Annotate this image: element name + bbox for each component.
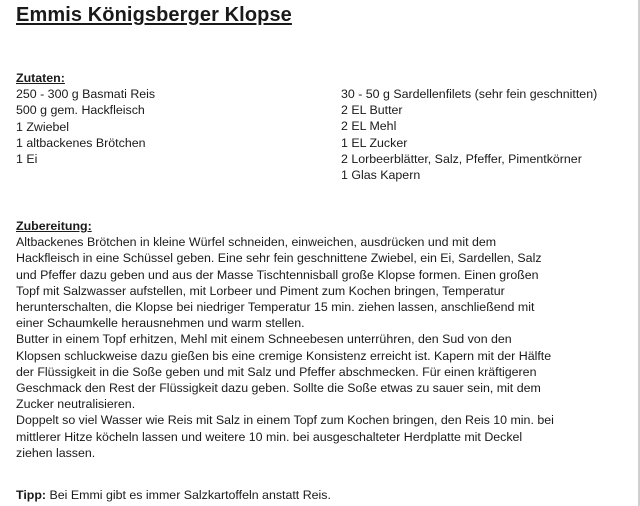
ingredient-item: 1 Glas Kapern [341, 168, 421, 183]
preparation-line: Altbackenes Brötchen in kleine Würfel schneiden, einweichen, ausdrücken und mit dem [16, 235, 497, 250]
ingredient-item: 1 Ei [16, 152, 38, 167]
tip-line [16, 487, 331, 503]
preparation-line: herunterschalten, die Klopse bei niedriger Temperatur 15 min. ziehen lassen, anschließend mit [16, 300, 535, 315]
preparation-line: der Flüssigkeit in die Soße geben und mit Salz und Pfeffer abschmecken. Für einen kräftigeren [16, 364, 537, 379]
preparation-line: einer Schaumkelle herausnehmen und warm stellen. [16, 316, 305, 331]
ingredient-item: 1 Zwiebel [16, 119, 70, 134]
ingredient-item: 500 g gem. Hackfleisch [16, 103, 145, 118]
preparation-line: mittlerer Hitze köcheln lassen und weitere 10 min. bei ausgeschalteter Herdplatte mit Deckel [16, 429, 523, 444]
preparation-line: Geschmack den Rest der Flüssigkeit dazu geben. Sollte die Soße etwas zu sauer sein, mit dem [16, 381, 541, 396]
preparation-heading: Zubereitung: [16, 219, 92, 233]
ingredient-item: 2 EL Butter [341, 103, 403, 118]
preparation-line: Klopsen schluckweise dazu gießen bis eine cremige Konsistenz erreicht ist. Kapern mit der Hälfte [16, 348, 552, 363]
ingredient-item: 250 - 300 g Basmati Reis [16, 87, 156, 102]
ingredient-item: 1 altbackenes Brötchen [16, 135, 146, 150]
preparation-line: Butter in einem Topf erhitzen, Mehl mit einem Schneebesen unterrühren, den Sud von den [16, 332, 512, 347]
preparation-line: ziehen lassen. [16, 445, 96, 460]
preparation-line: Zucker neutralisieren. [16, 397, 136, 412]
tip-label: Tipp: [16, 488, 47, 502]
preparation-line: Doppelt so viel Wasser wie Reis mit Salz in einem Topf zum Kochen bringen, den Reis 10 min. bei [16, 413, 554, 428]
ingredient-item: 2 EL Mehl [341, 119, 397, 134]
preparation-line: und Pfeffer dazu geben und aus der Masse Tischtennisball große Klopse formen. Einen großen [16, 267, 539, 282]
tip-text: Bei Emmi gibt es immer Salzkartoffeln anstatt Reis. [46, 488, 331, 502]
ingredients-left-column [16, 70, 155, 167]
preparation-line: Hackfleisch in eine Schüssel geben. Eine sehr fein geschnittene Zwiebel, ein Ei, Sardellen, Salz [16, 251, 542, 266]
ingredients-right-column [341, 86, 597, 183]
preparation-section [16, 218, 554, 461]
recipe-title: Emmis Königsberger Klopse [16, 4, 292, 26]
ingredient-item: 2 Lorbeerblätter, Salz, Pfeffer, Pimentkörner [341, 151, 582, 166]
ingredient-item: 30 - 50 g Sardellenfilets (sehr fein geschnitten) [341, 87, 598, 101]
ingredients-heading: Zutaten: [16, 71, 65, 85]
preparation-line: Topf mit Salzwasser aufstellen, mit Lorbeer und Piment zum Kochen bringen, Temperatur [16, 283, 505, 298]
ingredient-item: 1 EL Zucker [341, 135, 408, 150]
